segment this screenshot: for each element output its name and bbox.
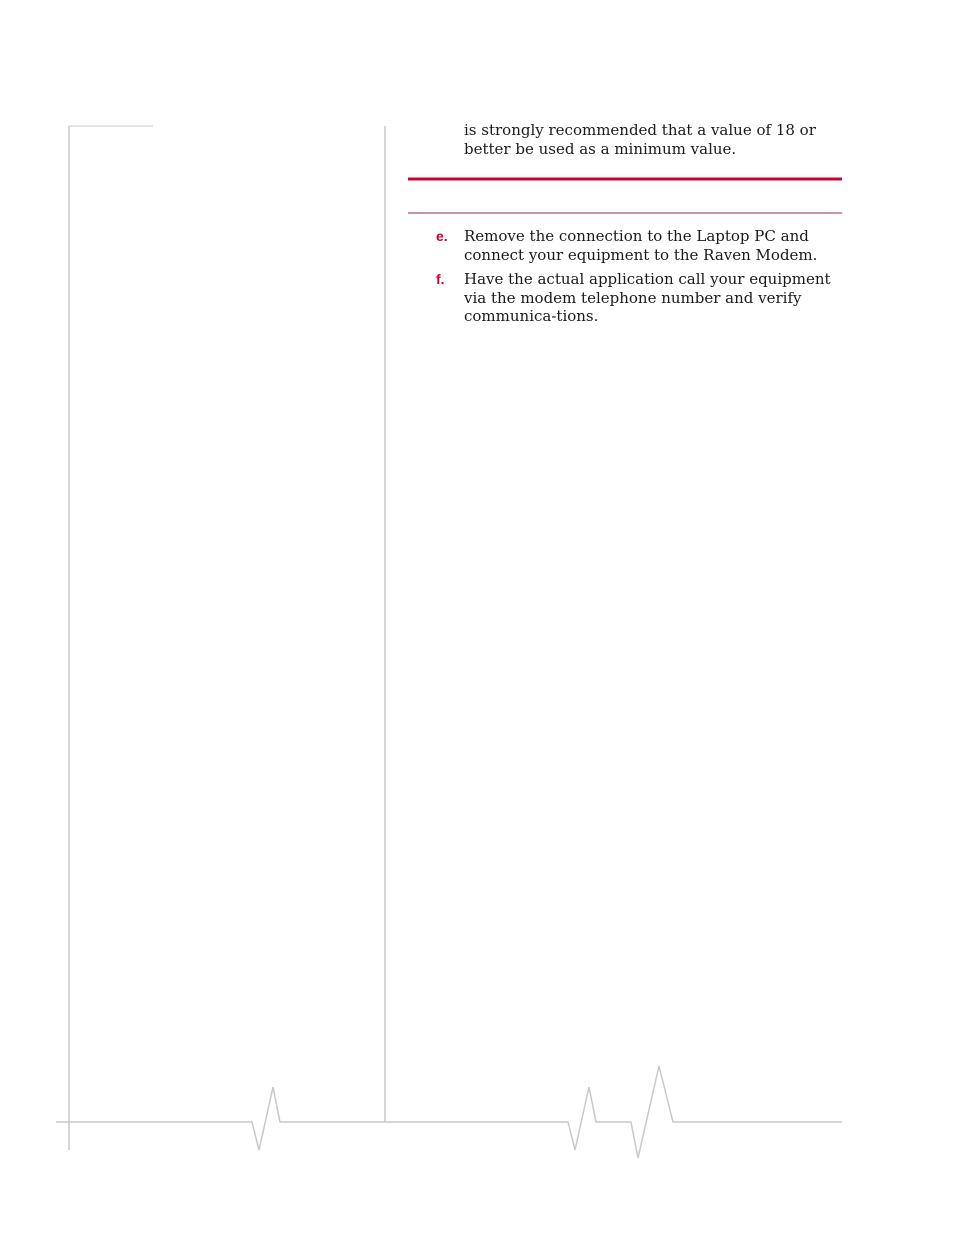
step-text: Remove the connection to the Laptop PC and connect your equipment to the Raven Modem. xyxy=(464,227,818,264)
intro-paragraph: is strongly recommended that a value of 18 or better be used as a minimum value. xyxy=(464,121,816,158)
step-letter: e. xyxy=(436,228,448,244)
step-letter: f. xyxy=(436,271,445,287)
step-text: Have the actual application call your equipment via the modem telephone number and verify communica-tions. xyxy=(464,270,831,326)
footer-waveform-line xyxy=(56,1066,842,1158)
